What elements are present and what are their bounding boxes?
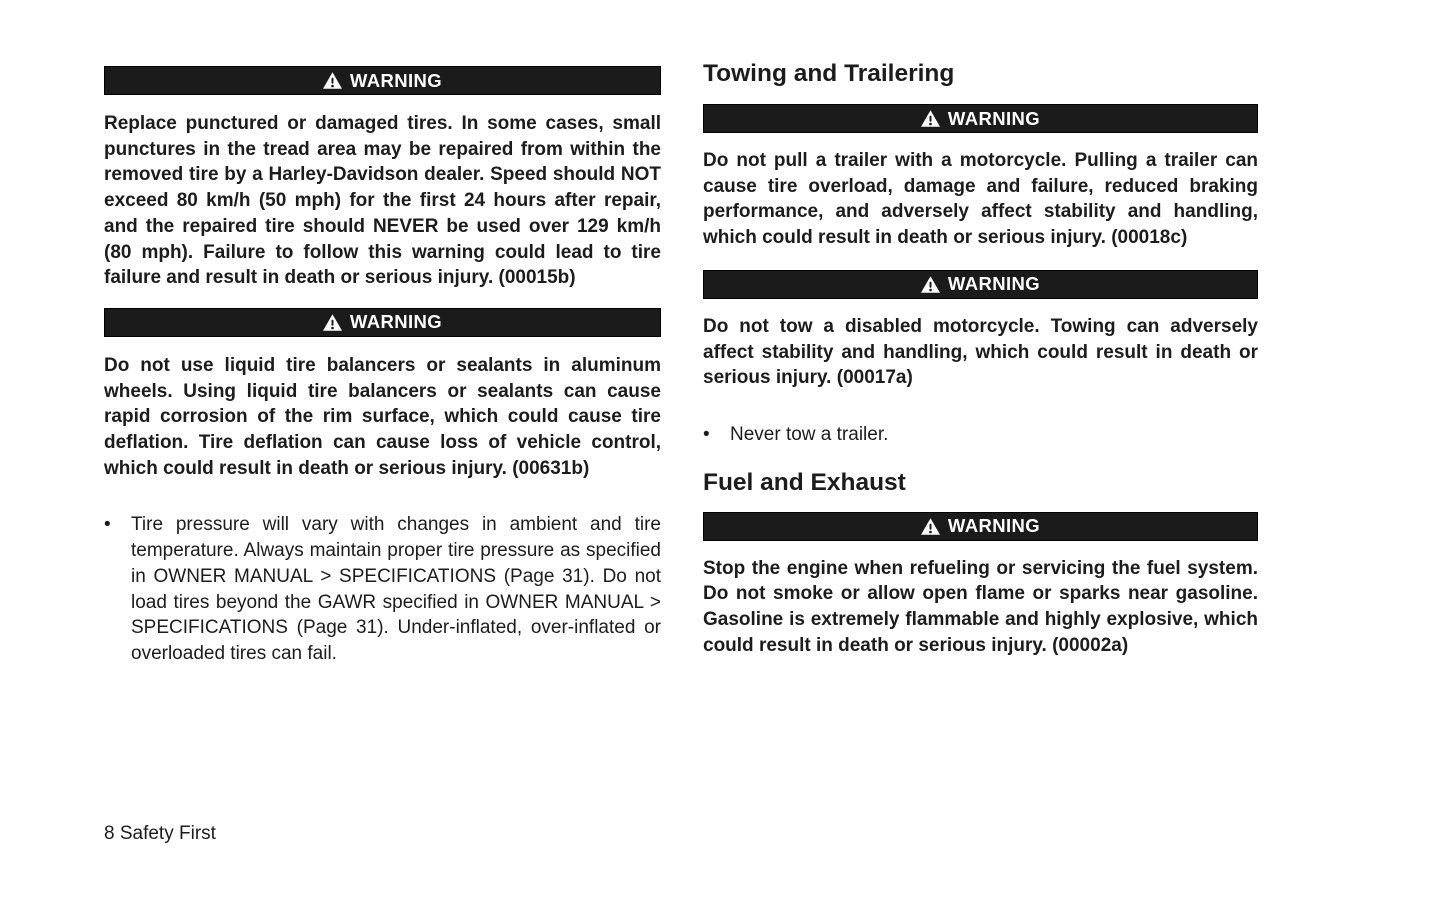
warning-triangle-icon	[323, 72, 342, 89]
warning-triangle-icon	[323, 314, 342, 331]
left-column	[104, 0, 661, 667]
warning-banner-label: WARNING	[947, 107, 1041, 129]
bullet-icon: •	[104, 514, 111, 536]
warning-text-fuel: Stop the engine when refueling or servicing the fuel system. Do not smoke or allow open flame or sparks near gasoline. Gasoline is extremely flammable and highly explosive, which could result in death or serious injury. (00002a)	[703, 557, 1258, 656]
section-heading-towing: Towing and Trailering	[703, 60, 955, 87]
warning-banner	[703, 104, 1258, 133]
bullet-text-tire-pressure: Tire pressure will vary with changes in ambient and tire temperature. Always maintain proper tire pressure as specified in OWNER MANUAL > SPECIFICATIONS (Page 31). Do not load tires beyond the GAWR specified in OWNER MANUAL > SPECIFICATIONS (Page 31). Under-inflated, over-inflated or overloaded tires can fail.	[131, 514, 661, 664]
warning-triangle-icon	[921, 110, 940, 127]
list-item	[104, 512, 661, 666]
page-footer: 8 Safety First	[104, 823, 216, 844]
warning-text-tires: Replace punctured or damaged tires. In some cases, small punctures in the tread area may be repaired from within the removed tire by a Harley-Davidson dealer. Speed should NOT exceed 80 km/h (50 mph) for the first 24 hours after repair, and the repaired tire should NEVER be used over 129 km/h (80 mph). Failure to follow this warning could lead to tire failure and result in death or serious injury. (00015b)	[104, 113, 661, 289]
bullet-icon: •	[703, 423, 710, 445]
list-item	[703, 422, 1258, 448]
warning-banner-label: WARNING	[947, 273, 1041, 295]
warning-banner-label: WARNING	[947, 515, 1041, 537]
warning-text-balancers: Do not use liquid tire balancers or sealants in aluminum wheels. Using liquid tire balancers or sealants can cause rapid corrosion of the rim surface, which could cause tire deflation. Tire deflation can cause loss of vehicle control, which could result in death or serious injury. (00631b)	[104, 354, 661, 479]
warning-banner-label: WARNING	[349, 311, 443, 333]
warning-text-trailer: Do not pull a trailer with a motorcycle. Pulling a trailer can cause tire overload, damage and failure, reduced braking performance, and adversely affect stability and handling, which could result in death or serious injury. (00018c)	[703, 150, 1258, 249]
warning-text-towing: Do not tow a disabled motorcycle. Towing can adversely affect stability and handling, which could result in death or serious injury. (00017a)	[703, 315, 1258, 389]
right-column	[703, 0, 1258, 658]
warning-banner	[703, 270, 1258, 299]
warning-banner	[104, 308, 661, 337]
bullet-text-never-tow: Never tow a trailer.	[730, 423, 889, 445]
warning-triangle-icon	[921, 276, 940, 293]
warning-banner	[104, 66, 661, 95]
warning-triangle-icon	[921, 518, 940, 535]
section-heading-fuel: Fuel and Exhaust	[703, 468, 906, 496]
warning-banner-label: WARNING	[349, 69, 443, 91]
warning-banner	[703, 512, 1258, 541]
